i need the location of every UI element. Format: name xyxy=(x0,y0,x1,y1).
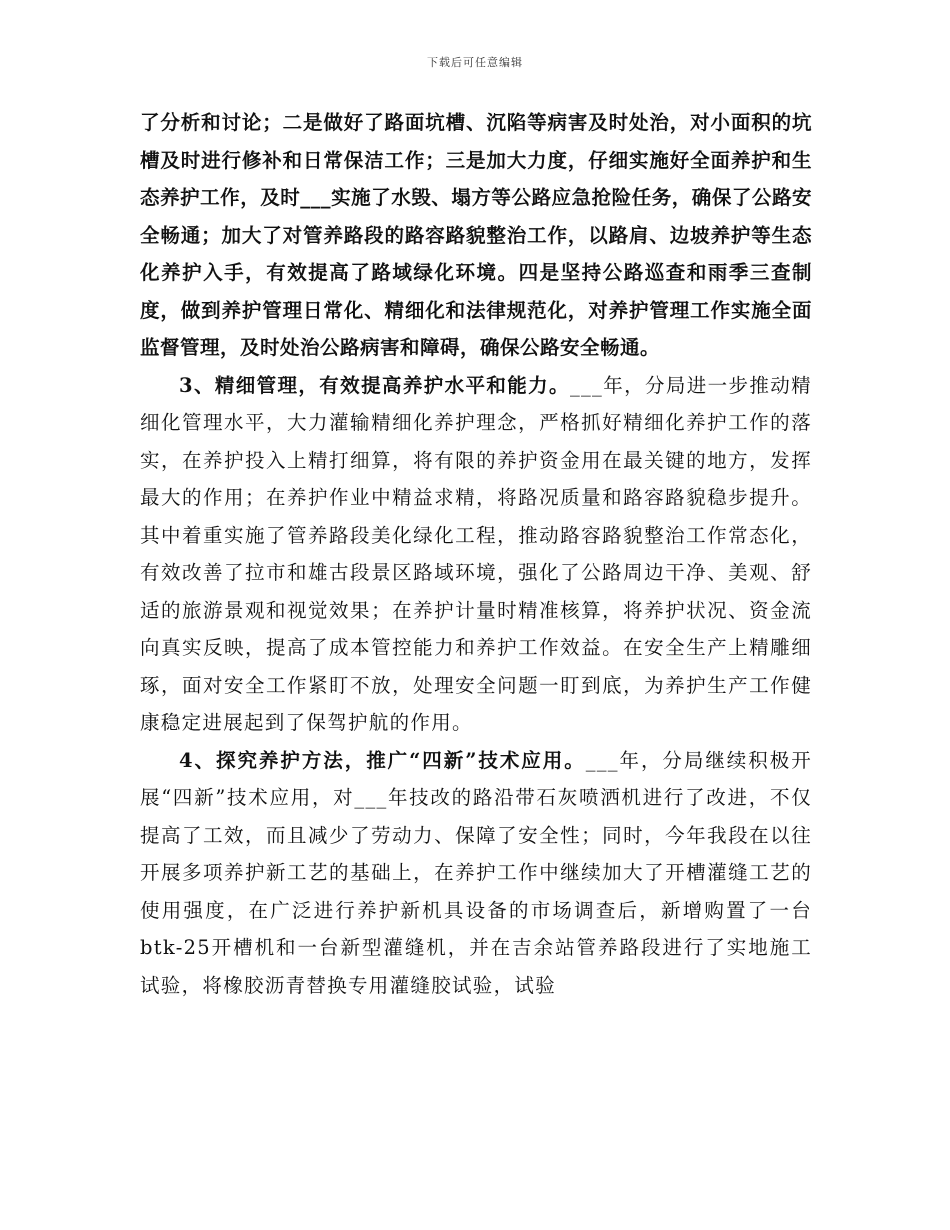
header-note: 下载后可任意编辑 xyxy=(427,56,523,69)
paragraph-body: ___年，分局继续积极开展“四新”技术应用，对___年技改的路沿带石灰喷洒机进行了改进，不仅提高了工效，而且减少了劳动力、保障了安全性；同时，今年我段在以往开展多项养护新工艺的基础上，在养护工作中继续加大了开槽灌缝工艺的使用强度，在广泛进行养护新机具设备的市场调查后，新增购置了一台btk-25开槽机和一台新型灌缝机，并在吉余站管养路段进行了实地施工试验，将橡胶沥青替换专用灌缝胶试验，试验 xyxy=(140,748,812,997)
paragraph-four-new-tech xyxy=(140,742,812,1005)
document-body xyxy=(140,104,812,1004)
paragraph-body: ___年，分局进一步推动精细化管理水平，大力灌输精细化养护理念，严格抓好精细化养护工作的落实，在养护投入上精打细算，将有限的养护资金用在最关键的地方，发挥最大的作用；在养护作业中精益求精，将路况质量和路容路貌稳步提升。其中着重实施了管养路段美化绿化工程，推动路容路貌整治工作常态化，有效改善了拉市和雄古段景区路域环境，强化了公路周边干净、美观、舒适的旅游景观和视觉效果；在养护计量时精准核算，将养护状况、资金流向真实反映，提高了成本管控能力和养护工作效益。在安全生产上精雕细琢，面对安全工作紧盯不放，处理安全问题一盯到底，为养护生产工作健康稳定进展起到了保驾护航的作用。 xyxy=(140,373,812,734)
paragraph-lead: 4、探究养护方法，推广“四新”技术应用。 xyxy=(179,748,586,772)
paragraph-lead: 3、精细管理，有效提高养护水平和能力。 xyxy=(179,373,570,397)
paragraph-fine-management xyxy=(140,367,812,742)
paragraph-maintenance-summary: 了分析和讨论；二是做好了路面坑槽、沉陷等病害及时处治，对小面积的坑槽及时进行修补和日常保洁工作；三是加大力度，仔细实施好全面养护和生态养护工作，及时___实施了水毁、塌方等公路应急抢险任务，确保了公路安全畅通；加大了对管养路段的路容路貌整治工作，以路肩、边坡养护等生态化养护入手，有效提高了路域绿化环境。四是坚持公路巡查和雨季三查制度，做到养护管理日常化、精细化和法律规范化，对养护管理工作实施全面监督管理，及时处治公路病害和障碍，确保公路安全畅通。 xyxy=(140,111,812,359)
